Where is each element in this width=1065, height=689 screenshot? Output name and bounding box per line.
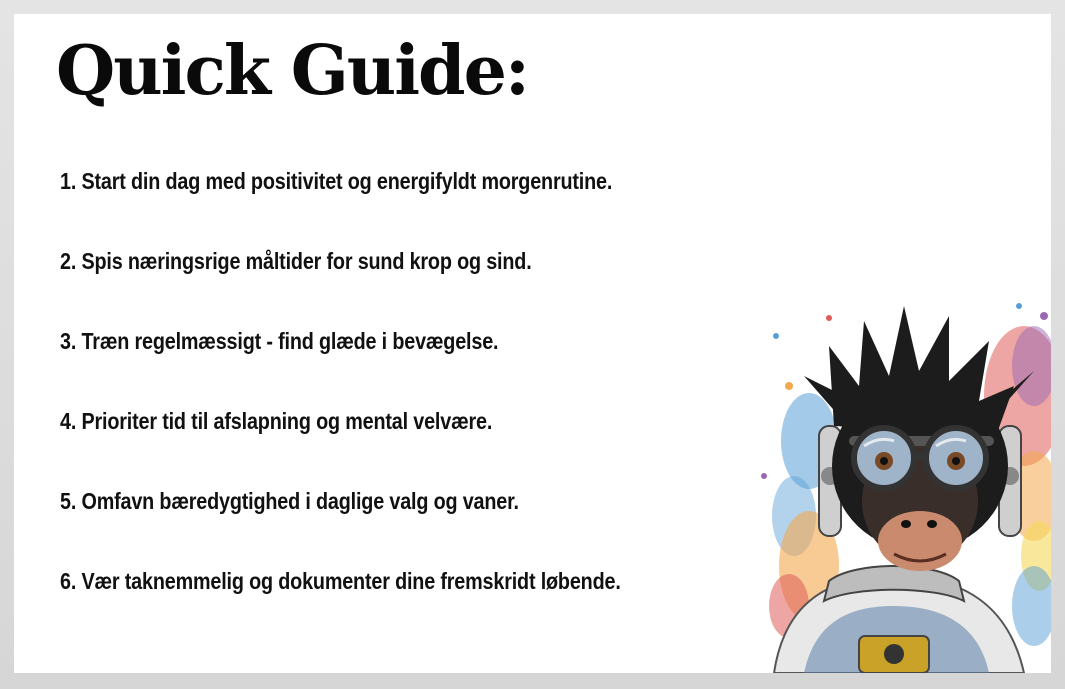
guide-card (14, 14, 1051, 673)
page-title: Quick Guide: (56, 31, 528, 111)
guide-item-6: 6. Vær taknemmelig og dokumenter dine fremskridt løbende. (60, 568, 621, 594)
monkey-astronaut-icon (734, 276, 1051, 673)
guide-item-1: 1. Start din dag med positivitet og energifyldt morgenrutine. (60, 168, 613, 194)
guide-item-5: 5. Omfavn bæredygtighed i daglige valg og vaner. (60, 488, 519, 514)
guide-item-2: 2. Spis næringsrige måltider for sund krop og sind. (60, 248, 532, 274)
guide-item-4: 4. Prioriter tid til afslapning og mental velvære. (60, 408, 493, 434)
guide-list (60, 162, 712, 642)
guide-item-3: 3. Træn regelmæssigt - find glæde i bevægelse. (60, 328, 499, 354)
